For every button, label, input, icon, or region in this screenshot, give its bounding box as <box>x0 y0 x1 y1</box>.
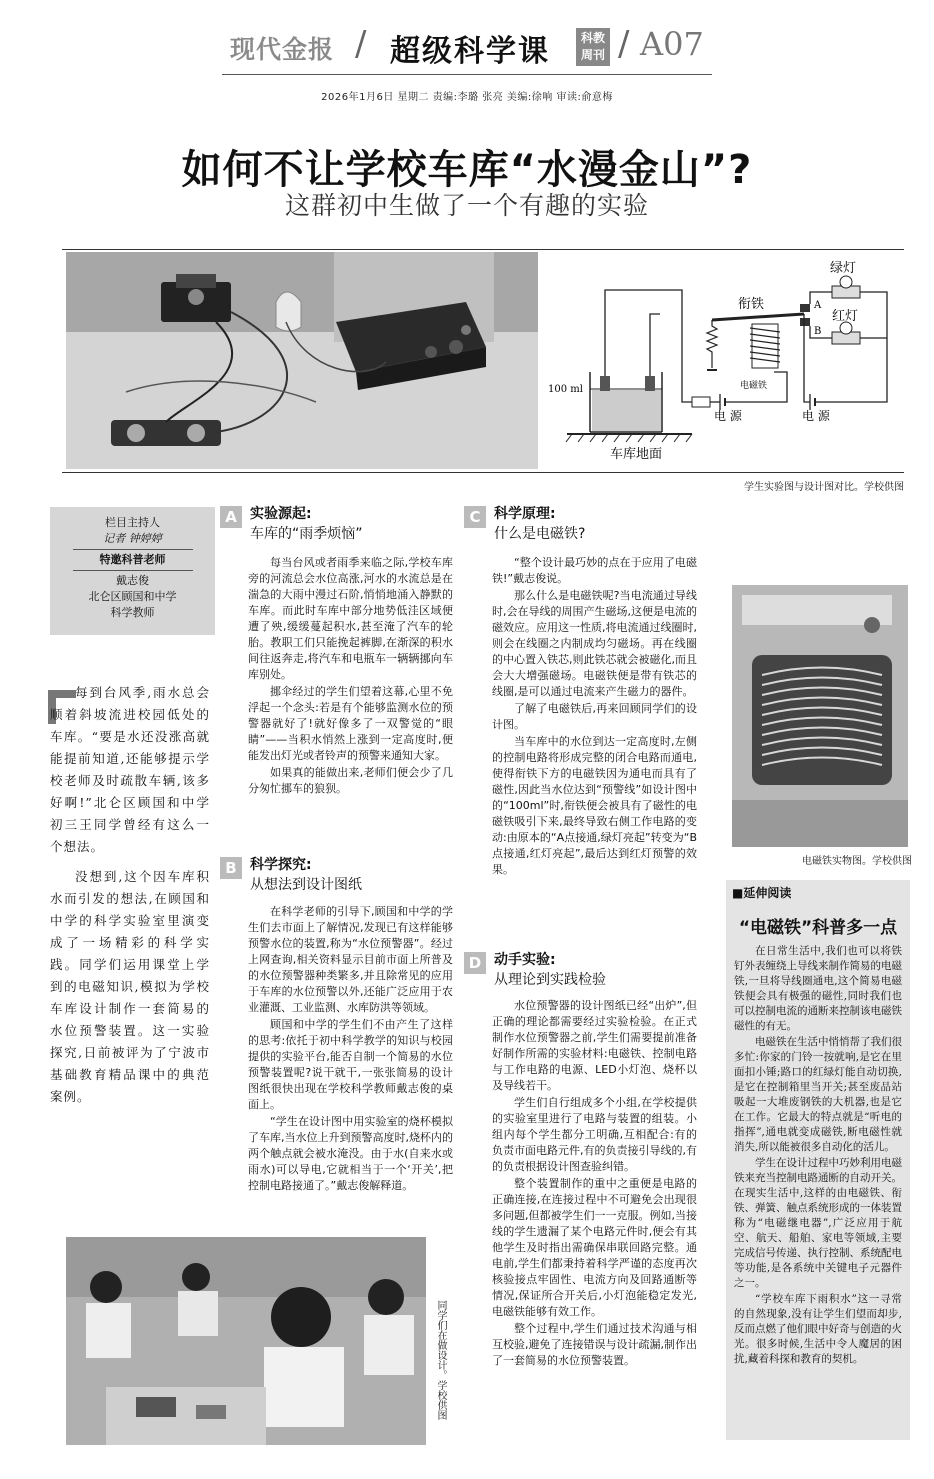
power-label-1: 电 源 <box>714 409 742 423</box>
green-light-label: 绿灯 <box>830 261 857 276</box>
extended-reading-body <box>726 944 910 1367</box>
column-host-box <box>50 507 215 635</box>
headline: 如何不让学校车库“水漫金山”? <box>181 147 753 193</box>
section-c-paragraph: 了解了电磁铁后,再来回顾同学们的设计图。 <box>492 702 697 731</box>
students-photo-caption: 同学们在做设计。学校供图 <box>435 1300 446 1420</box>
masthead-divider: / <box>355 24 367 64</box>
section-a-paragraph: 挪伞经过的学生们望着这幕,心里不免浮起一个念头:若是有个能够监测水位的预警器就好了!就好像多了一双警觉的“眼睛”——当积水悄然上涨到一定高度时,便能发出灯光或者铃声的预警来通知大家。 <box>248 685 453 762</box>
section-d-letter: D <box>464 952 486 974</box>
host-title: 栏目主持人 <box>105 516 160 529</box>
guest-school: 北仑区顾国和中学 <box>88 590 177 603</box>
page-number: A07 <box>640 25 704 63</box>
extended-reading-title: “电磁铁”科普多一点 <box>738 918 898 938</box>
section-c-paragraph: “整个设计最巧妙的点在于应用了电磁铁!”戴志俊说。 <box>492 556 697 585</box>
electromagnet-photo-illustration <box>732 585 908 847</box>
section-badge: 科教周刊 <box>576 28 610 66</box>
students-photo <box>66 1237 426 1445</box>
electromagnet-label: 电磁铁 <box>740 381 768 391</box>
top-figure-caption: 学生实验图与设计图对比。学校供图 <box>744 482 904 493</box>
extended-reading-tag: ■延伸阅读 <box>732 886 792 900</box>
host-divider <box>73 549 193 550</box>
extended-reading-box <box>726 880 910 1440</box>
section-d-body <box>492 998 697 1370</box>
power-label-2: 电 源 <box>802 409 830 423</box>
section-c-body <box>492 555 697 879</box>
host-divider-2 <box>73 570 193 571</box>
sidebar-paragraph: “学校车库下雨积水”这一寻常的自然现象,没有让学生们望而却步,反而点燃了他们眼中好奇与创造的火光。很多时候,生活中令人魔居的困扰,藏着科探和教育的契机。 <box>734 1293 902 1365</box>
subheadline: 这群初中生做了一个有趣的实验 <box>284 191 649 220</box>
section-b-subtitle: 从想法到设计图纸 <box>250 877 362 893</box>
masthead-divider-2: / <box>618 24 630 64</box>
lead-text <box>50 682 210 1116</box>
section-a-paragraph: 如果真的能做出来,老师们便会少了几分匆忙挪车的狼狈。 <box>248 766 453 795</box>
guest-name: 戴志俊 <box>116 574 149 587</box>
section-b-letter: B <box>220 857 242 879</box>
section-c-paragraph: 那么什么是电磁铁呢?当电流通过导线时,会在导线的周围产生磁场,这便是电流的磁效应。应用这一性质,将电流通过线圈时,则会在线圈之内制成均匀磁场。再在线圈的中心置入铁芯,则此铁芯就会被磁化,而且会大大增强磁场。电磁铁便是带有铁芯的线圈,是可以通过电流来产生磁力的器件。 <box>492 589 697 698</box>
circuit-diagram-svg <box>542 252 902 469</box>
section-b-paragraph: 顾国和中学的学生们不由产生了这样的思考:依托于初中科学教学的知识与校园提供的实验平台,能否自制一个简易的水位预警装置呢?说干就干,一张张简易的设计图纸很快出现在学校科学教师戴志俊的桌面上。 <box>248 1018 453 1111</box>
dateline: 2026年1月6日 星期二 责编:李璐 张亮 美编:徐响 审读:俞意梅 <box>321 92 613 103</box>
section-a-letter: A <box>220 506 242 528</box>
section-d-paragraph: 整个过程中,学生们通过技术沟通与相互校验,避免了连接错误与设计疏漏,制作出了一套简易的水位预警装置。 <box>492 1322 697 1367</box>
section-d-subtitle: 从理论到实践检验 <box>494 972 606 988</box>
section-a-body <box>248 555 453 798</box>
section-b-title: 科学探究: <box>250 857 312 873</box>
beaker-volume-label: 100 ml <box>548 384 583 395</box>
red-light-label: 红灯 <box>832 309 859 324</box>
section-c-letter: C <box>464 506 486 528</box>
experiment-photo <box>66 252 538 469</box>
lead-paragraph: 每到台风季,雨水总会顺着斜坡流进校园低处的车库。“要是水还没涨高就能提前知道,还能够提示学校老师及时疏散车辆,该多好啊!”北仑区顾国和中学初三王同学曾经有这么一个想法。 <box>50 685 210 854</box>
sidebar-paragraph: 学生在设计过程中巧妙利用电磁铁来充当控制电路通断的自动开关。在现实生活中,这样的由电磁铁、衔铁、弹簧、触点系统形成的一体装置称为“电磁继电器”,广泛应用于航空、航天、船舶、家电等领域,主要完成信号传递、执行控制、系统配电等功能,是各系统中关键电子元器件之一。 <box>734 1157 902 1289</box>
paper-name: 现代金报 <box>230 35 335 64</box>
section-b-paragraph: 在科学老师的引导下,顾国和中学的学生们去市面上了解情况,发现已有这样能够预警水位的装置,称为“水位预警器”。经过上网查询,相关资料显示目前市面上所普及的水位预警器种类繁多,并且除常见的应用于车库的水位预警以外,还能广泛应用于农业灌溉、工业监测、水库防洪等领域。 <box>248 905 453 1014</box>
lead-paragraph: 没想到,这个因车库积水而引发的想法,在顾国和中学的科学实验室里演变成了一场精彩的科学实践。同学们运用课堂上学到的电磁知识,模拟为学校车库设计制作一套简易的水位预警装置。这一实验探究,日前被评为了宁波市基础教育精品课中的典范案例。 <box>50 869 210 1104</box>
section-d-paragraph: 整个装置制作的重中之重便是电路的正确连接,在连接过程中不可避免会出现很多问题,但都被学生们一一克服。例如,当接线的学生遗漏了某个电路元件时,便会有其他学生及时指出需确保串联回路完整。通电前,学生们都秉持着科学严谨的态度再次核验接点牢固性、电流方向及回路通断等情况,保证所合开关后,小灯泡能稳定发光,电磁铁能够有效工作。 <box>492 1177 697 1318</box>
guest-title: 特邀科普老师 <box>99 553 166 566</box>
section-d-paragraph: 水位预警器的设计图纸已经“出炉”,但正确的理论都需要经过实验检验。在正式制作水位预警器之前,学生们需要提前准备好制作所需的实验材料:电磁铁、控制电路与工作电路的电源、LED小灯泡、烧杯以及导线若干。 <box>492 999 697 1092</box>
electromagnet-photo <box>732 585 908 847</box>
electromagnet-caption: 电磁铁实物图。学校供图 <box>802 856 912 867</box>
circuit-design-diagram <box>542 252 902 469</box>
experiment-photo-illustration <box>66 252 538 469</box>
section-c-paragraph: 当车库中的水位到达一定高度时,左侧的控制电路将形成完整的闭合电路而通电,使得衔铁下方的电磁铁因为通电而具有了磁性,因此当水位达到“预警线”如设计图中的“100ml”时,衔铁便会被具有了磁性的电磁铁吸引下来,最终导致右侧工作电路的变动:由原本的“A点接通,绿灯亮起”转变为“B点接通,红灯亮起”,最后达到红灯预警的效果。 <box>492 735 697 876</box>
section-d-paragraph: 学生们自行组成多个小组,在学校提供的实验室里进行了电路与装置的组装。小组内每个学生都分工明确,互相配合:有的负责市面电路元件,有的负责接引导线的,有的负责根据设计图查验纠错。 <box>492 1096 697 1173</box>
section-b-paragraph: “学生在设计图中用实验室的烧杯模拟了车库,当水位上升到预警高度时,烧杯内的两个触点就会被水淹没。由于水(自来水或雨水)可以导电,它就相当于一个‘开关’,把控制电路接通了。”戴志俊解释道。 <box>248 1115 453 1192</box>
ground-label: 车库地面 <box>610 447 663 462</box>
contact-b-label: B <box>814 326 822 337</box>
section-a-paragraph: 每当台风或者雨季来临之际,学校车库旁的河流总会水位高涨,河水的水流总是在湍急的大雨中漫过石阶,悄悄地涌入静默的车库。而此时车库中部分地势低洼区域便遭了殃,缓缓蔓起积水,甚至淹了汽车的轮胎。教职工们只能挽起裤脚,在渐深的积水间往返奔走,将汽车和电瓶车一辆辆挪向车库别处。 <box>248 556 453 681</box>
column-name: 超级科学课 <box>390 34 550 69</box>
sidebar-paragraph: 在日常生活中,我们也可以将铁钉外表缠绕上导线来制作简易的电磁铁,一旦将导线圈通电,这个简易电磁铁便会具有极强的磁性,同时我们也可以控制电流的通断来控制该电磁铁磁性的有无。 <box>734 945 902 1032</box>
section-d-title: 动手实验: <box>494 952 556 968</box>
masthead-rule <box>222 74 712 75</box>
section-a-subtitle: 车库的“雨季烦恼” <box>250 526 363 542</box>
armature-label: 衔铁 <box>738 297 765 312</box>
section-c-title: 科学原理: <box>494 506 556 522</box>
section-c-subtitle: 什么是电磁铁? <box>494 526 586 542</box>
students-photo-illustration <box>66 1237 426 1445</box>
section-b-body <box>248 904 453 1195</box>
guest-role: 科学教师 <box>110 606 155 619</box>
sidebar-paragraph: 电磁铁在生活中悄悄帮了我们很多忙:你家的门铃一按就响,是它在里面扣小锤;路口的红绿灯能自动切换,是它在控制箱里当开关;甚至废品站吸起一大堆废钢铁的大机器,也是它在工作。它最大的特点就是“听电的指挥”,通电就变成磁铁,断电磁性就消失,所以能被很多自动化的活儿。 <box>734 1036 902 1153</box>
host-reporter: 记者 钟婷婷 <box>103 532 162 545</box>
contact-a-label: A <box>814 300 822 311</box>
section-a-title: 实验源起: <box>250 506 312 522</box>
